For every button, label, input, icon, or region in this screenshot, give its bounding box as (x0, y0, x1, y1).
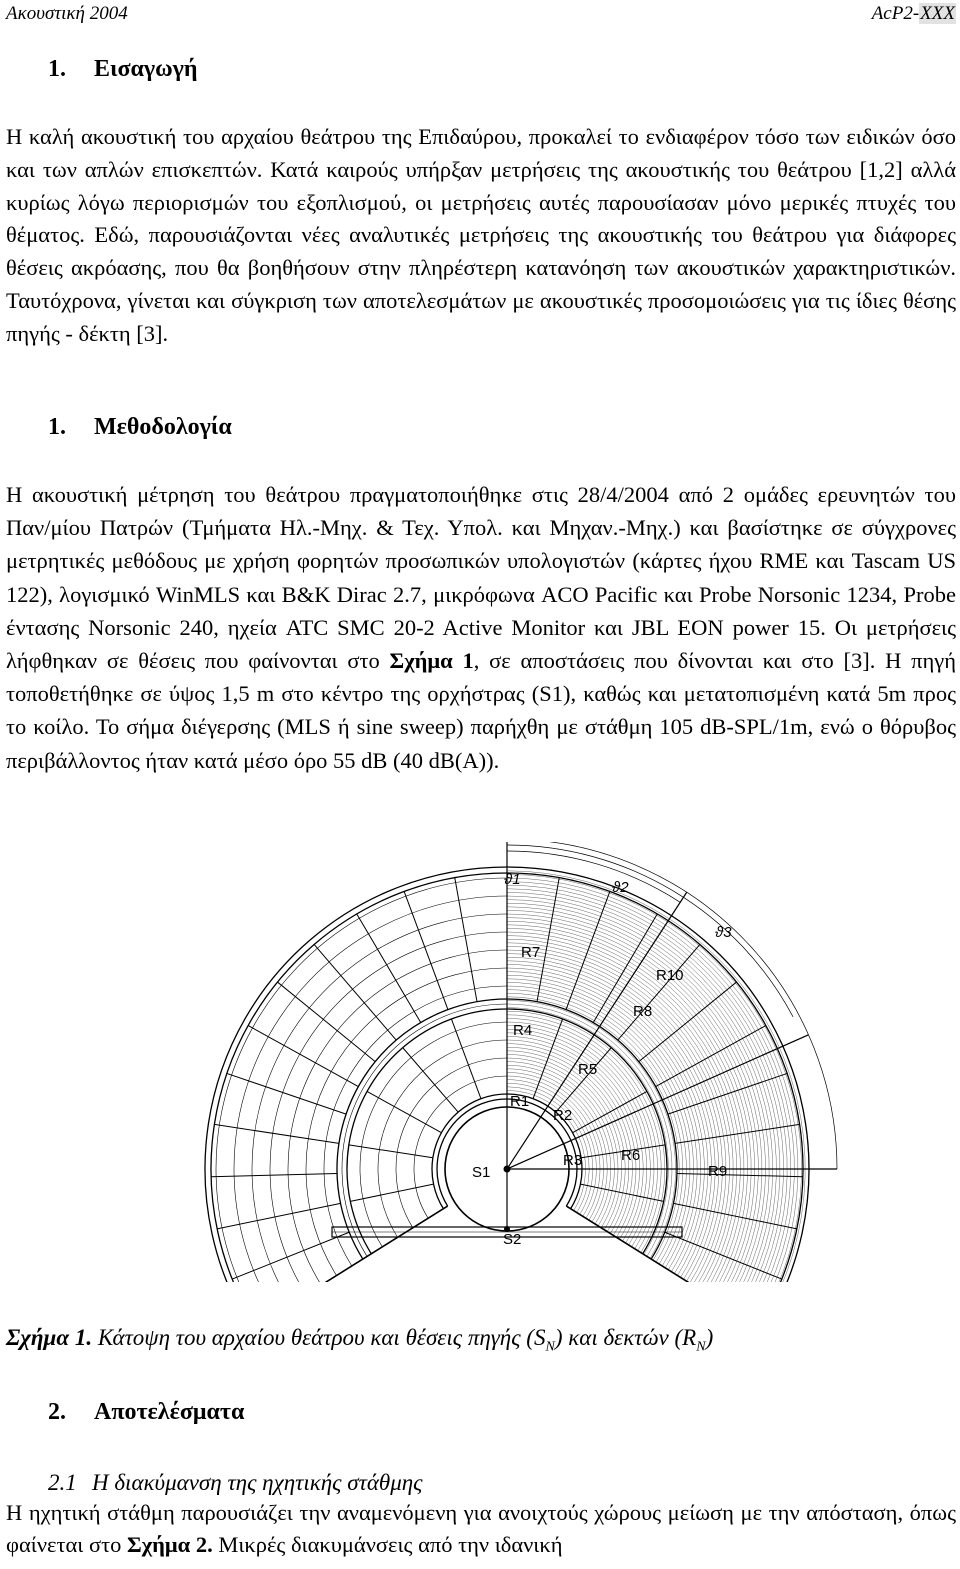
methodology-text-2: , σε αποστάσεις που δίνονται και στο [3]. Η πηγή τοποθετήθηκε σε ύψος 1,5 m στο κέντρο της ορχήστρας (S1), καθώς και μετατοπισμένη κατά 5m προς το κοίλο. Το σήμα διέγερσης (MLS ή sine sweep) παρήχθη με στάθμη 105 dB-SPL/1m, ενώ ο θόρυβος περιβάλλοντος ήταν κατά μέσο όρο 55 dB (40 dB(A)). (6, 648, 956, 773)
stair-line-upper (214, 1124, 339, 1143)
running-header-right (872, 2, 956, 26)
figure-caption (6, 1322, 713, 1364)
stair-line-lower (451, 1019, 481, 1099)
stair-line-upper (673, 1203, 796, 1228)
angle-label: ϑ3 (715, 924, 732, 941)
stair-line-upper (404, 891, 448, 1009)
section-heading-methodology (48, 412, 232, 442)
results-text-2: Μικρές διακυμάνσεις από την ιδανική (212, 1532, 563, 1557)
seat-row-line (507, 867, 809, 1282)
measurement-radial (507, 892, 687, 1169)
stair-line-upper (665, 1232, 782, 1279)
caption-text: ) και δεκτών (R (554, 1325, 697, 1350)
caption-subscript: N (696, 1339, 706, 1355)
paper-code-placeholder: XXX (920, 3, 955, 24)
stair-line-lower (350, 1184, 433, 1201)
section-heading-results (48, 1397, 244, 1427)
source-label: S2 (503, 1231, 522, 1248)
theatre-plan-drawing (70, 842, 950, 1282)
receiver-label: R6 (621, 1147, 641, 1164)
source-marker (504, 1166, 511, 1173)
theatre-plan-figure (70, 842, 950, 1282)
methodology-paragraph (6, 478, 956, 777)
stair-line-upper (211, 1173, 337, 1176)
stair-line-upper (677, 1173, 803, 1176)
subsection-number: 2.1 (48, 1470, 77, 1495)
receiver-label: R5 (578, 1061, 598, 1078)
methodology-text-1: Η ακουστική μέτρηση του θεάτρου πραγματοποιήθηκε στις 28/4/2004 από 2 ομάδες ερευνητών του Παν/μίου Πατρών (Τμήματα Ηλ.-Μηχ. & Τεχ. Υπολ. και Μηχαν.-Μηχ.) και βασίστηκε σε σύγχρονες μετρητικές μεθόδους με χρήση φορητών προσωπικών υπολογιστών (κάρτες ήχου RME και Tascam US 122), λογισμικό WinMLS και B&K Dirac 2.7, μικρόφωνα ACO Pacific και Probe Norsonic 1234, Probe έντασης Norsonic 240, ηχεία ATC SMC 20-2 Active Monitor και JBL EON power 15. Οι μετρήσεις λήφθηκαν σε θέσεις που φαίνονται στο (6, 482, 956, 674)
stair-line-lower (403, 1048, 458, 1112)
receiver-label: R10 (656, 967, 684, 984)
subsection-title: Η διακύμανση της ηχητικής στάθμης (92, 1470, 423, 1495)
section-number: 1. (48, 56, 66, 82)
caption-text: ) (705, 1325, 714, 1350)
section-title: Εισαγωγή (94, 56, 198, 82)
figure-caption-label: Σχήμα 1. (6, 1325, 93, 1350)
stair-line-upper (227, 1073, 346, 1114)
receiver-label: R1 (510, 1093, 530, 1110)
stair-line-upper (256, 1259, 363, 1282)
receiver-label: R3 (563, 1152, 583, 1169)
figure-reference: Σχήμα 1 (389, 648, 474, 674)
caption-text: Κάτοψη του αρχαίου θεάτρου και θέσεις πηγής (S (92, 1325, 546, 1350)
angle-label: ϑ1 (504, 871, 521, 888)
seat-row-line (507, 885, 791, 1282)
running-header-left: Ακουστική 2004 (6, 3, 128, 24)
subsection-heading (48, 1468, 423, 1498)
section-title: Μεθοδολογία (94, 414, 232, 440)
stair-line-upper (314, 944, 396, 1040)
stair-line-upper (651, 1259, 758, 1282)
section-number: 1. (48, 414, 66, 440)
stair-line-lower (580, 1184, 663, 1201)
stair-line-upper (217, 1203, 340, 1228)
section-number: 2. (48, 1399, 66, 1425)
receiver-label: R4 (513, 1022, 533, 1039)
section-title: Αποτελέσματα (94, 1399, 245, 1425)
receiver-label: R8 (633, 1003, 653, 1020)
seat-row-line (507, 882, 794, 1282)
stair-line-lower (533, 1019, 563, 1099)
section-heading-introduction (48, 54, 198, 84)
paper-code-prefix: AcP2- (871, 3, 920, 24)
results-paragraph (6, 1497, 956, 1561)
source-label: S1 (472, 1164, 491, 1181)
receiver-label: R9 (708, 1163, 728, 1180)
stair-line-lower (349, 1145, 433, 1158)
stair-line-upper (675, 1124, 800, 1143)
caption-subscript: N (545, 1339, 555, 1355)
seat-row-line (507, 892, 784, 1282)
intro-paragraph: Η καλή ακουστική του αρχαίου θεάτρου της Επιδαύρου, προκαλεί το ενδιαφέρον τόσο των ειδικών όσο και των απλών επισκεπτών. Κατά καιρούς υπήρξαν μετρήσεις της ακουστικής του θεάτρου [1,2] αλλά κυρίως λόγω περιορισμών του εξοπλισμού, οι μετρήσεις αυτές παρουσίασαν μόνο μερικές πτυχές του θέματος. Εδώ, παρουσιάζονται νέες αναλυτικές μετρήσεις της ακουστικής του θεάτρου για διάφορες θέσεις ακρόασης, που θα βοηθήσουν στην πληρέστερη κατανόηση των ακουστικών χαρακτηριστικών. Ταυτόχρονα, γίνεται και σύγκριση των αποτελεσμάτων με ακουστικές προσομοιώσεις για τις ίδιες θέσης πηγής - δέκτη [3]. (6, 124, 956, 346)
stair-line-upper (566, 891, 610, 1009)
stair-line-upper (232, 1232, 349, 1279)
results-text-1: Η ηχητική στάθμη παρουσιάζει την αναμενόμενη για ανοιχτούς χώρους μείωση με την απόσταση, όπως φαίνεται στο (6, 1500, 956, 1557)
stair-line-upper (455, 878, 477, 1002)
receiver-label: R7 (521, 944, 541, 961)
measurement-radial (507, 1035, 808, 1169)
angle-label: ϑ2 (612, 879, 629, 896)
figure-reference: Σχήμα 2. (127, 1532, 213, 1557)
receiver-label: R2 (553, 1107, 573, 1124)
